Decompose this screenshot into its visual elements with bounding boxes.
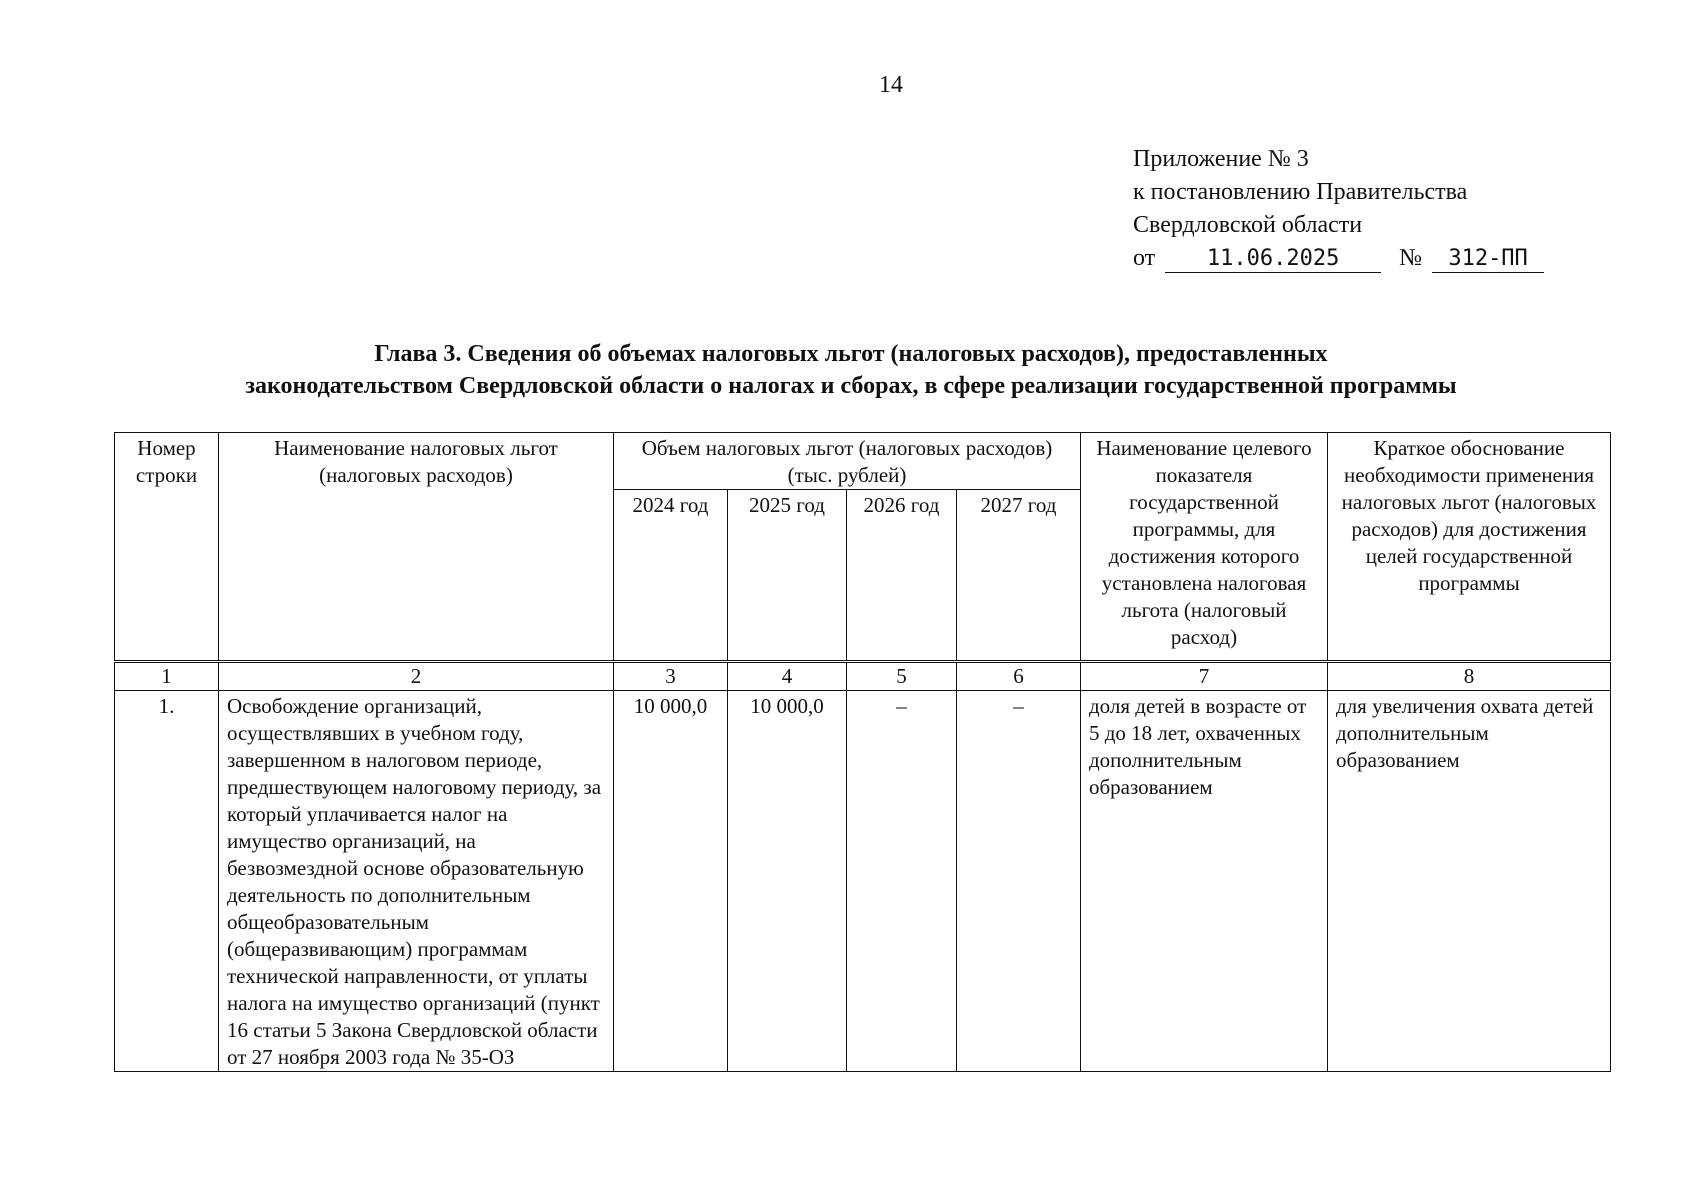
header-year-2026: 2026 год bbox=[847, 490, 957, 662]
tax-benefits-table bbox=[114, 432, 1611, 1072]
resolution-date: 11.06.2025 bbox=[1165, 246, 1381, 273]
volume-2024-cell: 10 000,0 bbox=[614, 691, 728, 1072]
header-name: Наименование налоговых льгот (налоговых расходов) bbox=[219, 433, 614, 662]
volume-2025-cell: 10 000,0 bbox=[728, 691, 847, 1072]
appendix-line-2: к постановлению Правительства bbox=[1133, 179, 1468, 205]
table-row bbox=[115, 691, 1611, 1072]
indicator-cell: доля детей в возрасте от 5 до 18 лет, охваченных дополнительным образованием bbox=[1081, 691, 1328, 1072]
resolution-number: 312-ПП bbox=[1432, 246, 1544, 273]
column-number: 3 bbox=[614, 662, 728, 691]
header-row bbox=[115, 433, 1611, 490]
chapter-title-line-2: законодательством Свердловской области о налогах и сборах, в сфере реализации государственной программы bbox=[245, 373, 1457, 399]
column-number-row bbox=[115, 662, 1611, 691]
volume-2027-cell: – bbox=[957, 691, 1081, 1072]
column-number: 1 bbox=[115, 662, 219, 691]
justification-cell: для увеличения охвата детей дополнительным образованием bbox=[1328, 691, 1611, 1072]
header-year-2024: 2024 год bbox=[614, 490, 728, 662]
column-number: 8 bbox=[1328, 662, 1611, 691]
appendix-block bbox=[1133, 143, 1544, 275]
benefit-name-cell: Освобождение организаций, осуществлявших в учебном году, завершенном в налоговом периоде, предшествующем налоговому периоду, за который уплачивается налог на имущество организаций, на безвозмездной основе образовательную деятельность по дополнительным общеобразовательным (общеразвивающим) программам технической направленности, от уплаты налога на имущество организаций (пункт 16 статьи 5 Закона Свердловской области от 27 ноября 2003 года № 35-ОЗ bbox=[219, 691, 614, 1072]
number-prefix: № bbox=[1399, 245, 1423, 271]
column-number: 4 bbox=[728, 662, 847, 691]
header-indicator: Наименование целевого показателя государственной программы, для достижения которого установлена налоговая льгота (налоговый расход) bbox=[1081, 433, 1328, 662]
appendix-line-4 bbox=[1133, 242, 1544, 275]
chapter-title-line-1: Глава 3. Сведения об объемах налоговых льгот (налоговых расходов), предоставленных bbox=[374, 341, 1328, 367]
date-prefix: от bbox=[1133, 245, 1156, 271]
page-number: 14 bbox=[879, 72, 903, 98]
appendix-line-1: Приложение № 3 bbox=[1133, 146, 1309, 172]
column-number: 5 bbox=[847, 662, 957, 691]
header-justification: Краткое обоснование необходимости применения налоговых льгот (налоговых расходов) для достижения целей государственной программы bbox=[1328, 433, 1611, 662]
column-number: 6 bbox=[957, 662, 1081, 691]
column-number: 2 bbox=[219, 662, 614, 691]
header-row-number: Номер строки bbox=[115, 433, 219, 662]
volume-2026-cell: – bbox=[847, 691, 957, 1072]
column-number: 7 bbox=[1081, 662, 1328, 691]
appendix-line-3: Свердловской области bbox=[1133, 212, 1363, 238]
header-volume: Объем налоговых льгот (налоговых расходов) (тыс. рублей) bbox=[614, 433, 1081, 490]
row-number-cell: 1. bbox=[115, 691, 219, 1072]
header-year-2027: 2027 год bbox=[957, 490, 1081, 662]
chapter-title bbox=[60, 338, 1642, 402]
header-year-2025: 2025 год bbox=[728, 490, 847, 662]
